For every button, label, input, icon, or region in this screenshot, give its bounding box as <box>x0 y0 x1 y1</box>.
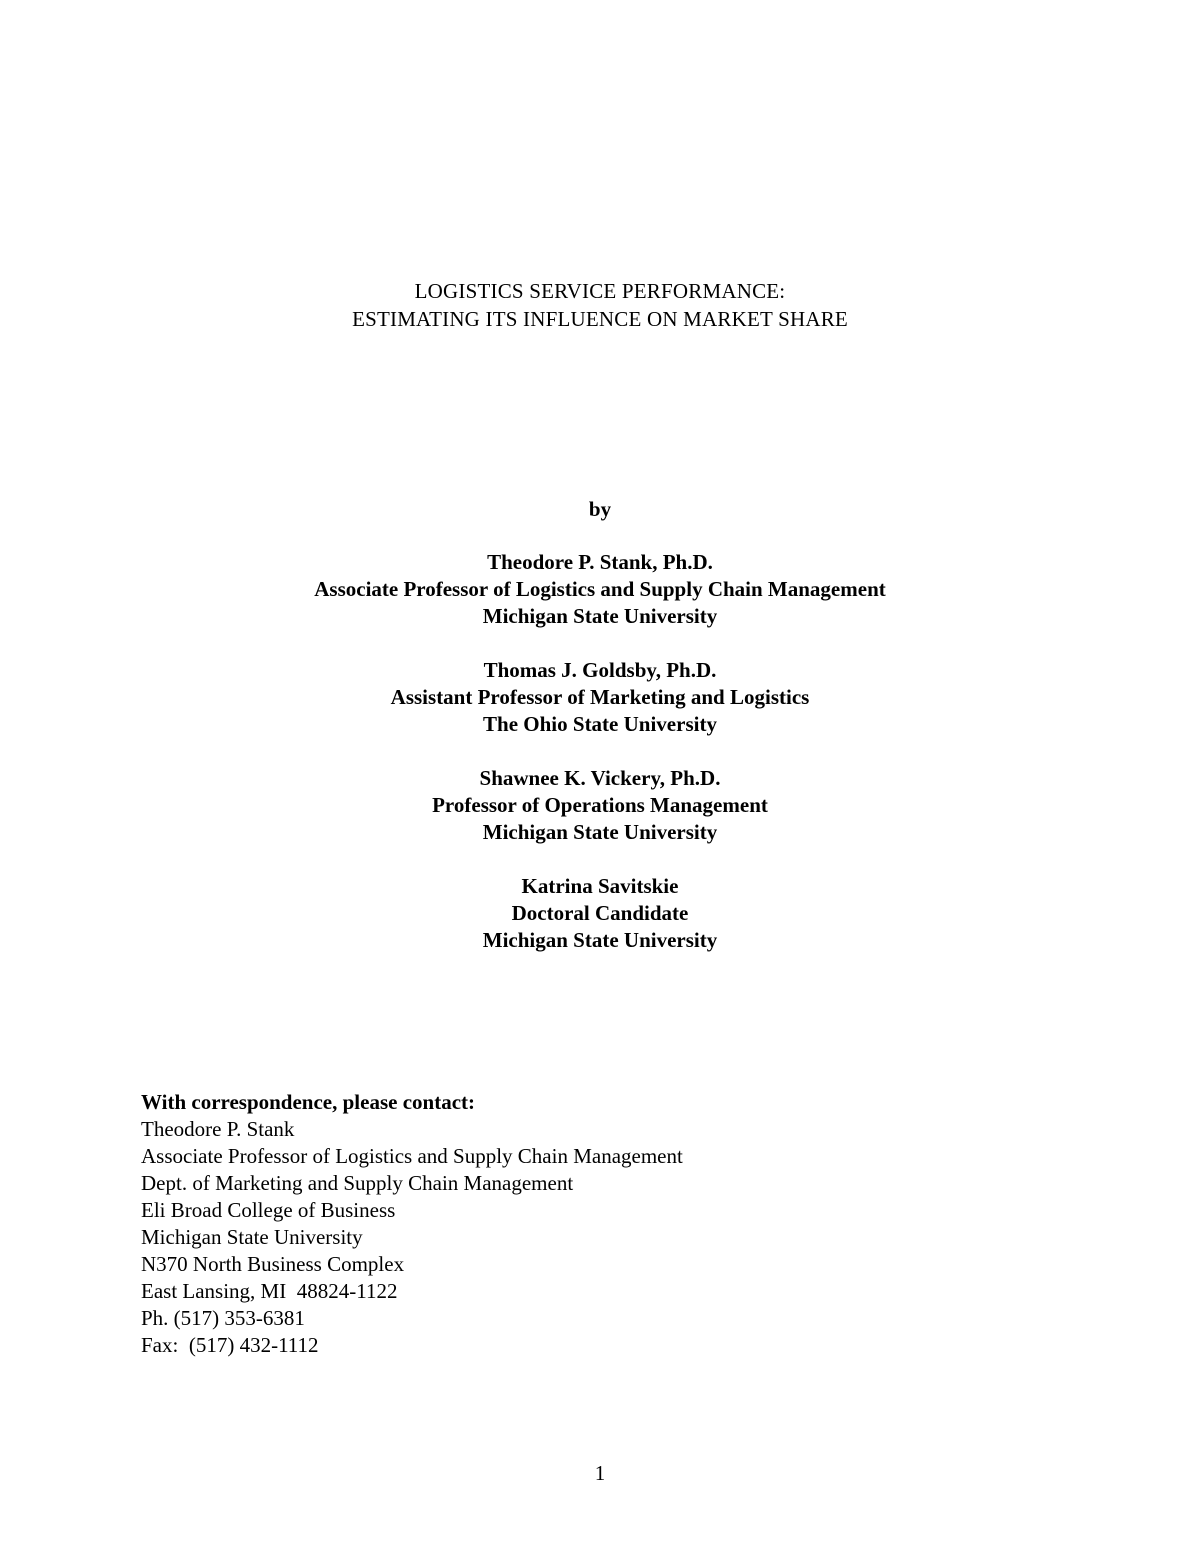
author-institution: Michigan State University <box>482 604 718 628</box>
author-position: Assistant Professor of Marketing and Logistics <box>390 685 810 709</box>
author-position: Doctoral Candidate <box>511 901 689 925</box>
contact-building: N370 North Business Complex <box>141 1252 405 1276</box>
author-name: Thomas J. Goldsby, Ph.D. <box>483 658 717 682</box>
author-position: Associate Professor of Logistics and Supply Chain Management <box>314 577 886 601</box>
author-name: Shawnee K. Vickery, Ph.D. <box>479 766 721 790</box>
author-list <box>0 549 1200 981</box>
author-institution: The Ohio State University <box>483 712 717 736</box>
contact-phone: Ph. (517) 353-6381 <box>141 1306 305 1330</box>
contact-department: Dept. of Marketing and Supply Chain Management <box>141 1171 574 1195</box>
author-name: Katrina Savitskie <box>521 874 679 898</box>
author-block <box>0 873 1200 954</box>
correspondence-block <box>141 1089 683 1359</box>
author-block <box>0 765 1200 846</box>
author-position: Professor of Operations Management <box>432 793 768 817</box>
paper-title <box>0 277 1200 333</box>
page-number: 1 <box>594 1461 606 1485</box>
author-block <box>0 549 1200 630</box>
author-block <box>0 657 1200 738</box>
contact-fax: Fax: (517) 432-1112 <box>141 1333 319 1357</box>
contact-city: East Lansing, MI 48824-1122 <box>141 1279 398 1303</box>
title-line-1: LOGISTICS SERVICE PERFORMANCE: <box>414 279 786 303</box>
contact-name: Theodore P. Stank <box>141 1117 295 1141</box>
contact-university: Michigan State University <box>141 1225 363 1249</box>
title-line-2: ESTIMATING ITS INFLUENCE ON MARKET SHARE <box>352 307 848 331</box>
contact-title: Associate Professor of Logistics and Supply Chain Management <box>141 1144 683 1168</box>
contact-college: Eli Broad College of Business <box>141 1198 396 1222</box>
author-institution: Michigan State University <box>482 928 718 952</box>
author-name: Theodore P. Stank, Ph.D. <box>487 550 713 574</box>
author-institution: Michigan State University <box>482 820 718 844</box>
by-label: by <box>588 497 612 521</box>
correspondence-heading: With correspondence, please contact: <box>141 1090 476 1114</box>
